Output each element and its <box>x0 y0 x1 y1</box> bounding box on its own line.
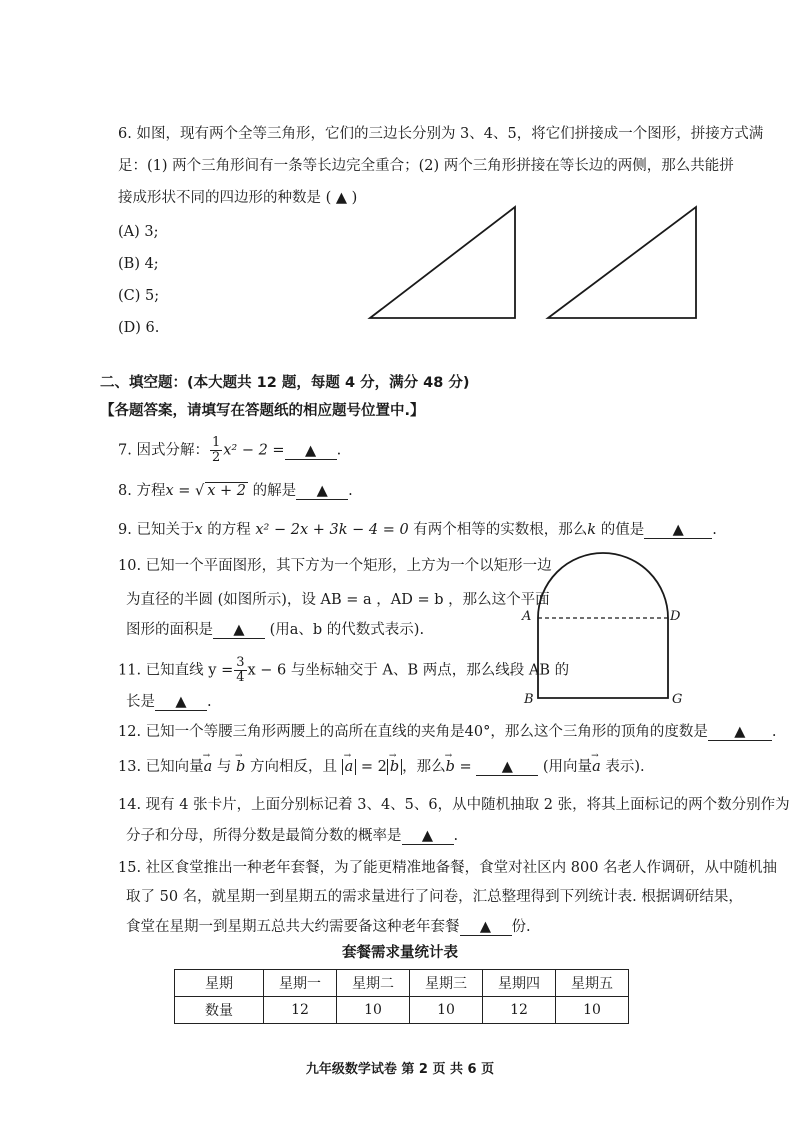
table-cell: 10 <box>556 997 629 1024</box>
q8: 8. 方程x = √ x + 2 的解是 ▲ . <box>118 483 353 499</box>
q6-line1: 6. 如图，现有两个全等三角形，它们的三边长分别为 3、4、5，将它们拼接成一个图形，拼接方式满 <box>118 126 764 142</box>
answer-blank: ▲ <box>644 522 712 539</box>
table-title: 套餐需求量统计表 <box>342 945 458 961</box>
table-cell: 数量 <box>175 997 264 1024</box>
q6-triangles-figure <box>360 195 700 325</box>
q6-line2: 足：(1) 两个三角形间有一条等长边完全重合；(2) 两个三角形拼接在等长边的两侧，那么共能拼 <box>118 158 734 174</box>
answer-blank: ▲ <box>155 694 207 711</box>
answer-blank: ▲ <box>476 759 538 776</box>
triangle-right <box>548 207 696 318</box>
q10-figure <box>515 540 695 712</box>
q15-line3: 食堂在星期一到星期五总共大约需要备这种老年套餐 ▲ 份. <box>126 919 531 935</box>
q6-line3: 接成形状不同的四边形的种数是 ( ▲ ) <box>118 190 358 206</box>
table-cell: 10 <box>337 997 410 1024</box>
q10-line1: 10. 已知一个平面图形，其下方为一个矩形，上方为一个以矩形一边 <box>118 558 552 574</box>
table-cell: 10 <box>410 997 483 1024</box>
q13: 13. 已知向量→ a 与 → b 方向相反，且 → a = 2→ b ，那么→ b = ▲ (用向量→ a 表示). <box>118 757 645 777</box>
q11-line2: 长是 ▲ . <box>126 694 212 710</box>
table-cell: 12 <box>483 997 556 1024</box>
section2-instruction: 【各题答案，请填写在答题纸的相应题号位置中.】 <box>100 403 425 419</box>
table-cell: 星期三 <box>410 970 483 997</box>
answer-blank: ▲ <box>213 622 265 639</box>
q10-line3: 图形的面积是 ▲ (用a、b 的代数式表示). <box>126 622 425 638</box>
answer-blank: ▲ <box>708 724 772 741</box>
q9: 9. 已知关于x 的方程 x² − 2x + 3k − 4 = 0 有两个相等的实数根，那么k 的值是 ▲ . <box>118 522 717 538</box>
q6-option-d: (D) 6. <box>118 320 160 336</box>
answer-blank: ▲ <box>285 443 337 460</box>
answer-blank: ▲ <box>460 919 512 936</box>
table-cell: 12 <box>264 997 337 1024</box>
page-footer: 九年级数学试卷 第 2 页 共 6 页 <box>305 1062 495 1077</box>
q14-line2: 分子和分母，所得分数是最简分数的概率是 ▲ . <box>126 828 459 844</box>
q15-line1: 15. 社区食堂推出一种老年套餐，为了能更精准地备餐，食堂对社区内 800 名老人作调研，从中随机抽 <box>118 860 778 876</box>
label-d: D <box>670 609 681 624</box>
q11-line1: 11. 已知直线 y = $\frac{3}{4}$ x − 6 与坐标轴交于 A、B 两点，那么线段 AB 的 <box>118 655 570 685</box>
section2-heading: 二、填空题：(本大题共 12 题，每题 4 分，满分 48 分) <box>100 375 470 391</box>
table-cell: 星期一 <box>264 970 337 997</box>
q7: 7. 因式分解： $\frac{1}{2}$ x² − 2 = ▲ . <box>118 435 342 465</box>
q6-option-c: (C) 5; <box>118 288 160 304</box>
table-header-row <box>175 970 629 997</box>
answer-blank: ▲ <box>402 828 454 845</box>
q6-option-a: (A) 3; <box>118 224 159 240</box>
label-b: B <box>524 692 534 707</box>
q15-line2: 取了 50 名，就星期一到星期五的需求量进行了问卷，汇总整理得到下列统计表. 根据调研结果， <box>126 889 743 905</box>
q6-option-b: (B) 4; <box>118 256 159 272</box>
semicircle-arc <box>538 553 668 618</box>
table-cell: 星期二 <box>337 970 410 997</box>
label-a: A <box>522 609 532 624</box>
table-cell: 星期四 <box>483 970 556 997</box>
table-cell: 星期五 <box>556 970 629 997</box>
table-cell: 星期 <box>175 970 264 997</box>
demand-table <box>174 969 629 1024</box>
triangle-left <box>370 207 515 318</box>
label-g: G <box>672 692 683 707</box>
q12: 12. 已知一个等腰三角形两腰上的高所在直线的夹角是40°，那么这个三角形的顶角的度数是 ▲ . <box>118 724 777 740</box>
answer-blank: ▲ <box>296 483 348 500</box>
q10-line2: 为直径的半圆 (如图所示)，设 AB = a ，AD = b ，那么这个平面 <box>126 592 550 608</box>
table-row <box>175 997 629 1024</box>
q14-line1: 14. 现有 4 张卡片，上面分别标记着 3、4、5、6，从中随机抽取 2 张，将其上面标记的两个数分别作为 <box>118 797 790 813</box>
